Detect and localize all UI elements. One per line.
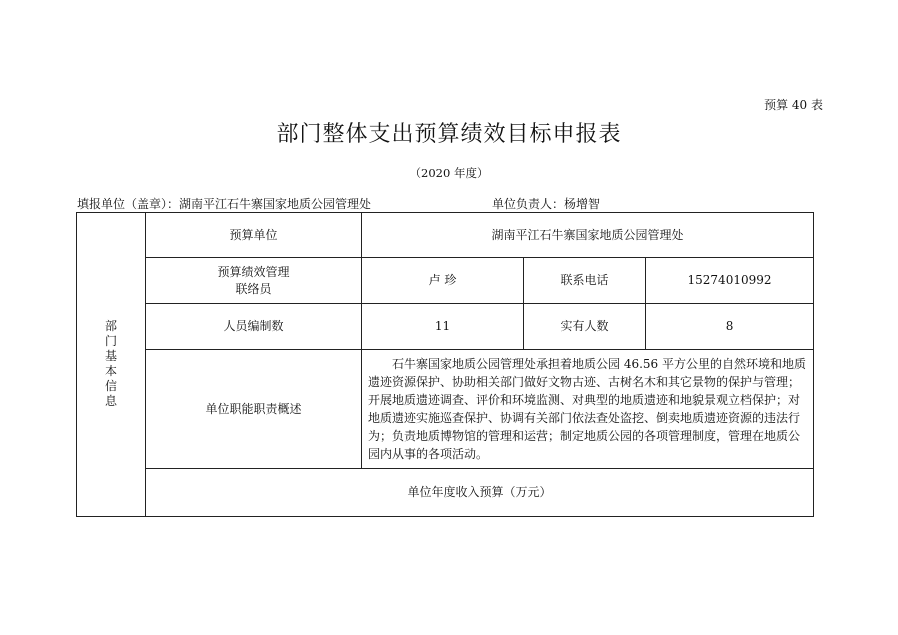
income-budget-label: 单位年度收入预算（万元） <box>146 469 814 517</box>
duties-description: 石牛寨国家地质公园管理处承担着地质公园 46.56 平方公里的自然环境和地质遗迹资源保护、协助相关部门做好文物古迹、古树名木和其它景物的保护与管理；开展地质遗迹调查、评价和环境监测、对典型的地质遗迹和地貌景观立档保护；对地质遗迹实施巡查保护、协调有关部门依法查处盗挖、倒卖地质遗迹资源的违法行为；负责地质博物馆的管理和运营；制定地质公园的各项管理制度，管理在地质公园内从事的各项活动。 <box>362 350 814 469</box>
staff-quota-value: 11 <box>362 304 524 350</box>
budget-unit-label: 预算单位 <box>146 213 362 258</box>
table-row <box>77 350 814 469</box>
section-label: 部门基本信息 <box>104 319 117 408</box>
table-row <box>77 213 814 258</box>
phone-value: 15274010992 <box>646 258 814 304</box>
fiscal-year: （2020 年度） <box>409 166 489 180</box>
table-row <box>77 469 814 517</box>
phone-label: 联系电话 <box>524 258 646 304</box>
budget-unit-value: 湖南平江石牛寨国家地质公园管理处 <box>362 213 814 258</box>
actual-staff-label: 实有人数 <box>524 304 646 350</box>
staff-quota-label: 人员编制数 <box>146 304 362 350</box>
budget-performance-table <box>76 212 814 517</box>
actual-staff-value: 8 <box>646 304 814 350</box>
duties-label: 单位职能职责概述 <box>146 350 362 469</box>
contact-label-line2: 联络员 <box>235 281 272 296</box>
reporting-unit: 填报单位（盖章）：湖南平江石牛寨国家地质公园管理处 <box>77 197 372 211</box>
section-label-cell <box>77 213 146 517</box>
form-number: 预算 40 表 <box>764 98 823 112</box>
contact-name: 卢 珍 <box>362 258 524 304</box>
unit-head: 单位负责人：杨增智 <box>492 197 601 211</box>
table-row <box>77 258 814 304</box>
contact-label-line1: 预算绩效管理 <box>217 264 290 279</box>
contact-label-cell <box>146 258 362 304</box>
document-title: 部门整体支出预算绩效目标申报表 <box>276 122 622 147</box>
table-row <box>77 304 814 350</box>
